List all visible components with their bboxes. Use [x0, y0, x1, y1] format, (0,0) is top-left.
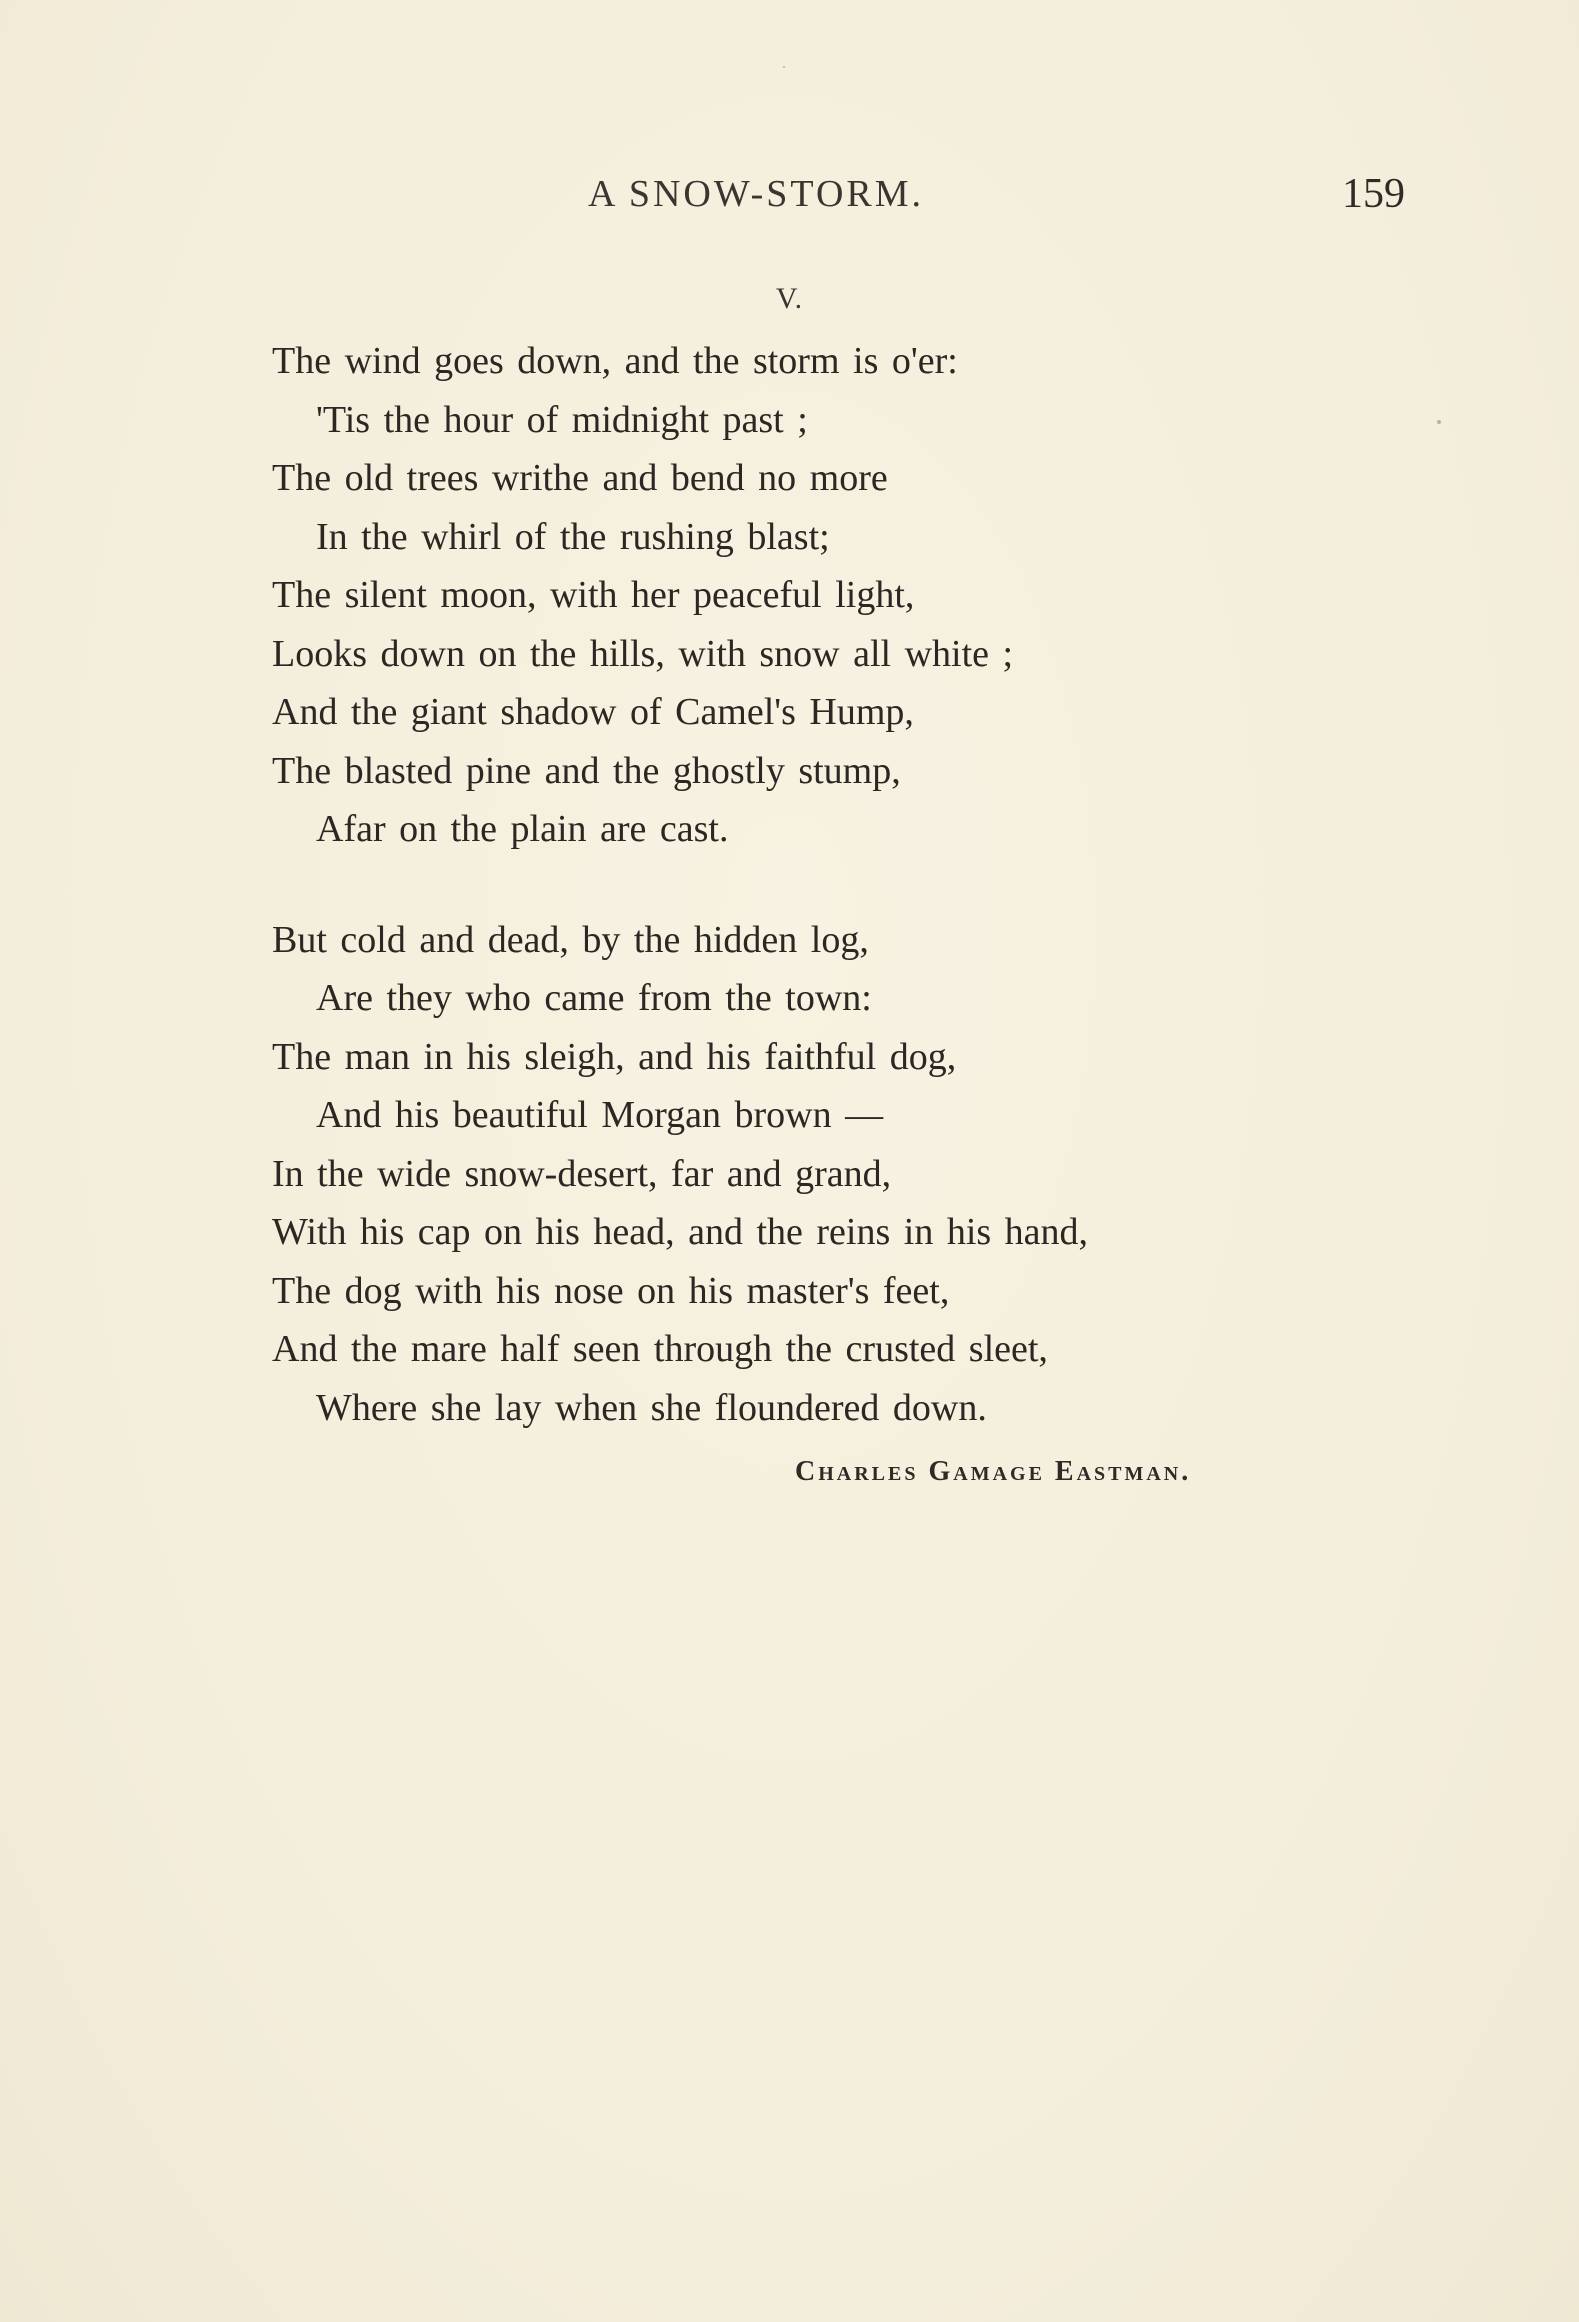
poem-line: The old trees writhe and bend no more	[272, 457, 888, 499]
poem-line: Are they who came from the town:	[316, 977, 872, 1019]
poem-line: And the mare half seen through the crusted sleet,	[272, 1328, 1048, 1370]
paper-speck	[1437, 420, 1441, 424]
stanza-divider	[272, 859, 1372, 911]
stanza-2	[272, 911, 1372, 1438]
poem-body	[272, 332, 1372, 1437]
poem-line: With his cap on his head, and the reins in his hand,	[272, 1211, 1089, 1253]
poem-line: In the wide snow-desert, far and grand,	[272, 1152, 892, 1195]
page-header	[0, 172, 1579, 232]
author-attribution: Charles Gamage Eastman.	[795, 1456, 1192, 1487]
poem-line: Looks down on the hills, with snow all white ;	[272, 632, 1014, 675]
poem-line: In the whirl of the rushing blast;	[316, 515, 830, 558]
poem-line: The blasted pine and the ghostly stump,	[272, 749, 901, 792]
poem-line: And his beautiful Morgan brown —	[316, 1094, 884, 1136]
stanza-number: V.	[775, 282, 804, 315]
poem-line: The wind goes down, and the storm is o'er:	[272, 340, 958, 382]
poem-line: Afar on the plain are cast.	[316, 808, 729, 850]
poem-line: The man in his sleigh, and his faithful dog,	[272, 1035, 957, 1078]
poem-line: The dog with his nose on his master's feet,	[272, 1269, 950, 1312]
poem-line: The silent moon, with her peaceful light,	[272, 574, 915, 616]
page-number: 159	[1342, 171, 1405, 217]
poem-line: But cold and dead, by the hidden log,	[272, 918, 869, 961]
poem-line: And the giant shadow of Camel's Hump,	[272, 691, 914, 733]
stanza-1	[272, 332, 1372, 859]
poem-line: 'Tis the hour of midnight past ;	[316, 398, 808, 441]
paper-speck	[783, 66, 785, 68]
poem-line: Where she lay when she floundered down.	[316, 1386, 987, 1429]
running-head: A SNOW-STORM.	[588, 173, 925, 215]
